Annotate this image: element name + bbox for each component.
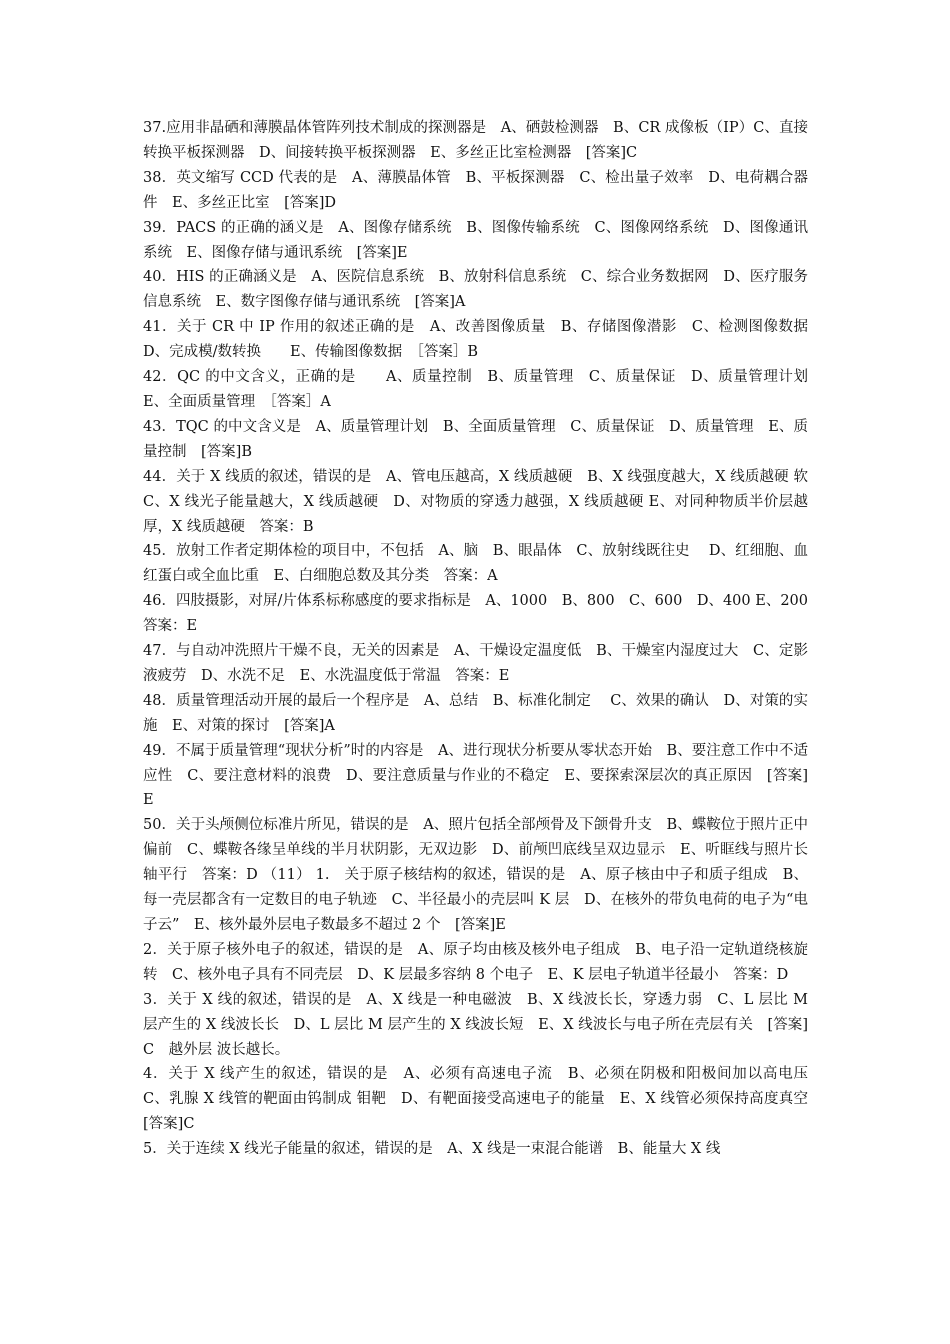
question-49: 49．不属于质量管理“现状分析”时的内容是 A、进行现状分析要从零状态开始 B、要注意工作中不适应性 C、要注意材料的浪费 D、要注意质量与作业的不稳定 E、要探索深层次的真正原因 [答案] E [143,742,813,809]
question-5: 5．关于连续 X 线光子能量的叙述，错误的是 A、X 线是一束混合能谱 B、能量大 X 线 [143,1141,721,1158]
question-45: 45．放射工作者定期体检的项目中，不包括 A、脑 B、眼晶体 C、放射线既往史 D、红细胞、血红蛋白或全血比重 E、白细胞总数及其分类 答案：A [143,543,808,585]
question-43: 43．TQC 的中文含义是 A、质量管理计划 B、全面质量管理 C、质量保证 D、质量管理 E、质量控制 [答案]B [143,418,808,460]
question-41: 41．关于 CR 中 IP 作用的叙述正确的是 A、改善图像质量 B、存储图像潜影 C、检测图像数据 D、完成模/数转换 E、传输图像数据 ［答案］B [143,319,837,361]
question-50: 50．关于头颅侧位标准片所见，错误的是 A、照片包括全部颅骨及下颌骨升支 B、蝶鞍位于照片正中偏前 C、蝶鞍各缘呈单线的半月状阴影，无双边影 D、前颅凹底线呈双边显示 E、听眶线与照片长轴平行 答案：D （11） 1. 关于原子核结构的叙述，错误的是 A、原子核由中子和质子组成 B、每一壳层都含有一定数目的电子轨迹 C、半径最小的壳层叫 K 层 D、在核外的带负电荷的电子为“电子云” E、核外最外层电子数最多不超过 2 个 [答案]E [143,817,808,933]
question-40: 40．HIS 的正确涵义是 A、医院信息系统 B、放射科信息系统 C、综合业务数据网 D、医疗服务信息系统 E、数字图像存储与通讯系统 [答案]A [143,269,808,311]
question-3: 3．关于 X 线的叙述，错误的是 A、X 线是一种电磁波 B、X 线波长长，穿透力弱 C、L 层比 M 层产生的 X 线波长长 D、L 层比 M 层产生的 X 线波长短 E、X 线波长与电子所在壳层有关 [答案]C 越外层 波长越长。 [143,991,813,1058]
document-page [143,116,837,1162]
question-2: 2．关于原子核外电子的叙述，错误的是 A、原子均由核及核外电子组成 B、电子沿一定轨道绕核旋转 C、核外电子具有不同壳层 D、K 层最多容纳 8 个电子 E、K 层电子轨道半径最小 答案：D [143,941,808,983]
question-38: 38．英文缩写 CCD 代表的是 A、薄膜晶体管 B、平板探测器 C、检出量子效率 D、电荷耦合器件 E、多丝正比室 [答案]D [143,169,808,211]
question-44: 44．关于 X 线质的叙述，错误的是 A、管电压越高，X 线质越硬 B、X 线强度越大，X 线质越硬 软 C、X 线光子能量越大，X 线质越硬 D、对物质的穿透力越强，X 线质越硬 E、对同种物质半价层越厚，X 线质越硬 答案：B [143,468,823,535]
question-42: 42．QC 的中文含义，正确的是 A、质量控制 B、质量管理 C、质量保证 D、质量管理计划 E、全面质量管理 ［答案］A [143,369,823,410]
question-48: 48．质量管理活动开展的最后一个程序是 A、总结 B、标准化制定 C、效果的确认 D、对策的实施 E、对策的探讨 [答案]A [143,692,808,734]
question-37: 37.应用非晶硒和薄膜晶体管阵列技术制成的探测器是 A、硒鼓检测器 B、CR 成像板（IP）C、直接转换平板探测器 D、间接转换平板探测器 E、多丝正比室检测器 [答案]C [143,120,808,161]
question-46: 46．四肢摄影，对屏/片体系标称感度的要求指标是 A、1000 B、800 C、600 D、400 E、200 答案：E [143,593,823,635]
question-39: 39．PACS 的正确的涵义是 A、图像存储系统 B、图像传输系统 C、图像网络系统 D、图像通讯系统 E、图像存储与通讯系统 [答案]E [143,219,808,261]
question-47: 47．与自动冲洗照片干燥不良，无关的因素是 A、干燥设定温度低 B、干燥室内湿度过大 C、定影液疲劳 D、水洗不足 E、水洗温度低于常温 答案：E [143,643,808,684]
question-4: 4．关于 X 线产生的叙述，错误的是 A、必须有高速电子流 B、必须在阴极和阳极间加以高电压 C、乳腺 X 线管的靶面由钨制成 钼靶 D、有靶面接受高速电子的能量 E、X 线管必须保持高度真空 [答案]C [143,1066,823,1133]
